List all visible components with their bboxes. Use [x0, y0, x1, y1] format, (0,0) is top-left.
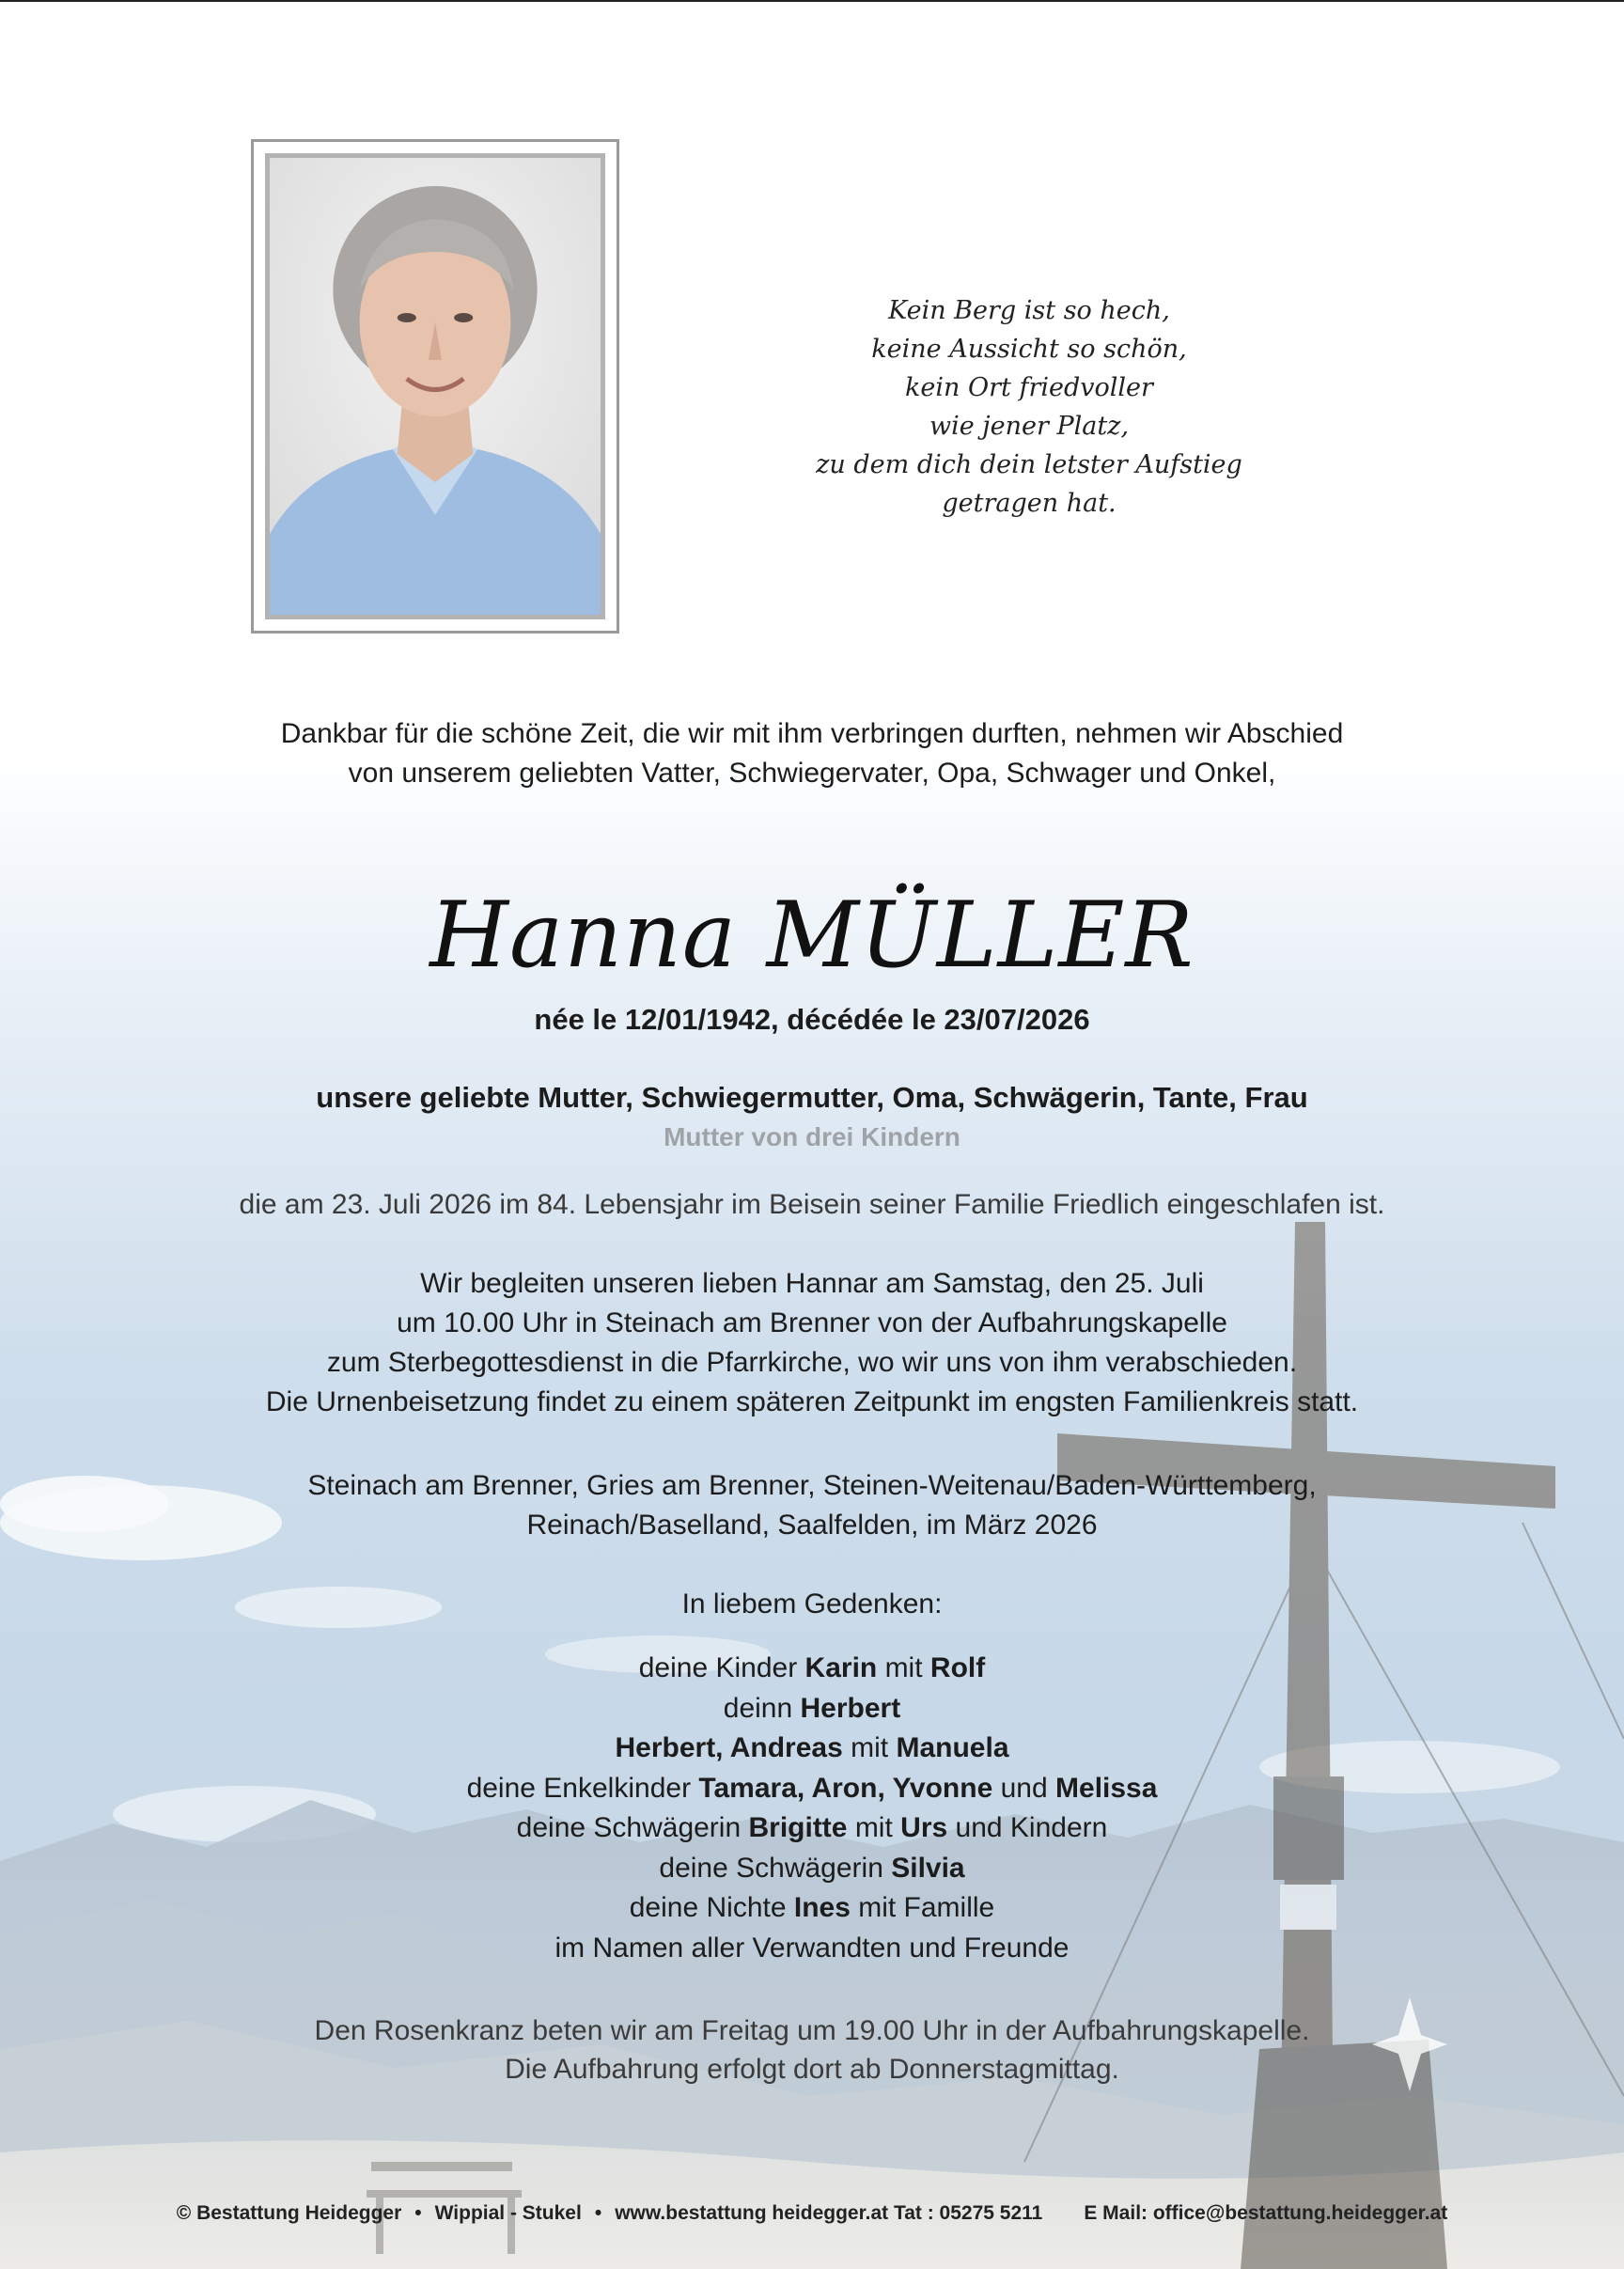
footer — [0, 2202, 1624, 2225]
mourner-line: deine Kinder Karin mit Rolf — [638, 1652, 986, 1683]
intro-line: von unserem geliebten Vatter, Schwiegervater, Opa, Schwager und Onkel, — [348, 758, 1276, 789]
intro-line: Dankbar für die schöne Zeit, die wir mit ihm verbringen durften, nehmen wir Abschied — [280, 718, 1344, 749]
poem-line: Kein Berg ist so hech, — [888, 296, 1170, 325]
footer-website-phone[interactable]: www.bestattung heidegger.at Tat : 05275 5211 — [615, 2202, 1043, 2224]
mourner-line: Herbert, Andreas mit Manuela — [615, 1732, 1009, 1763]
places-line: Steinach am Brenner, Gries am Brenner, Steinen-Weitenau/Baden-Württemberg, — [307, 1470, 1317, 1501]
mourner-line: deine Schwägerin Brigitte mit Urs und Kindern — [516, 1812, 1108, 1843]
ceremony-line: um 10.00 Uhr in Steinach am Brenner von der Aufbahrungskapelle — [397, 1307, 1227, 1338]
ceremony-line: Die Urnenbeisetzung findet zu einem späteren Zeitpunkt im engsten Familienkreis statt. — [265, 1386, 1359, 1417]
poem-line: wie jener Platz, — [929, 412, 1130, 441]
footer-separator: • — [594, 2202, 602, 2224]
mourners-list — [0, 1649, 1624, 1968]
memory-header: In liebem Gedenken: — [681, 1588, 943, 1620]
footer-copyright: © Bestattung Heidegger — [176, 2202, 402, 2224]
portrait-photo — [265, 153, 605, 619]
poem-line: kein Ort friedvoller — [905, 373, 1153, 402]
portrait-illustration — [270, 158, 601, 615]
ceremony-details — [0, 1264, 1624, 1422]
mourner-line: im Namen aller Verwandten und Freunde — [554, 1932, 1070, 1964]
rosary-line: Den Rosenkranz beten wir am Freitag um 19.00 Uhr in der Aufbahrungskapelle. — [314, 2015, 1310, 2046]
ceremony-line: Wir begleiten unseren lieben Hannar am Samstag, den 25. Juli — [420, 1268, 1204, 1299]
mourner-line: deine Enkelkinder Tamara, Aron, Yvonne und Melissa — [466, 1772, 1158, 1804]
mourner-line: deinn Herbert — [723, 1692, 901, 1724]
intro-text — [0, 714, 1624, 793]
footer-location: Wippial - Stukel — [434, 2202, 582, 2224]
poem-line: keine Aussicht so schön, — [871, 335, 1187, 364]
rosary-notice — [0, 2011, 1624, 2089]
family-roles: unsere geliebte Mutter, Schwiegermutter, Oma, Schwägerin, Tante, Frau — [316, 1081, 1308, 1114]
passing-statement: die am 23. Juli 2026 im 84. Lebensjahr im Beisein seiner Familie Friedlich eingeschlafen ist. — [239, 1189, 1385, 1220]
poem-line: getragen hat. — [942, 489, 1116, 518]
places-line: Reinach/Baselland, Saalfelden, im März 2026 — [526, 1510, 1098, 1541]
footer-email[interactable]: E Mail: office@bestattung.heidegger.at — [1084, 2202, 1448, 2224]
portrait-frame — [251, 139, 619, 634]
life-dates: née le 12/01/1942, décédée le 23/07/2026 — [534, 1003, 1090, 1036]
subtitle: Mutter von drei Kindern — [664, 1122, 960, 1146]
places-and-date — [0, 1466, 1624, 1545]
footer-separator: • — [414, 2202, 422, 2224]
top-border-line — [0, 0, 1624, 2]
deceased-name: Hanna MÜLLER — [429, 883, 1195, 988]
mourner-line: deine Nichte Ines mit Famille — [629, 1892, 995, 1923]
mourner-line: deine Schwägerin Silvia — [659, 1852, 965, 1884]
ceremony-line: zum Sterbegottesdienst in die Pfarrkirche, wo wir uns von ihm verabschieden. — [326, 1347, 1298, 1378]
rosary-line: Die Aufbahrung erfolgt dort ab Donnerstagmittag. — [505, 2054, 1119, 2085]
poem-line: zu dem dich dein letster Aufstieg — [816, 450, 1242, 479]
poem — [733, 291, 1325, 523]
